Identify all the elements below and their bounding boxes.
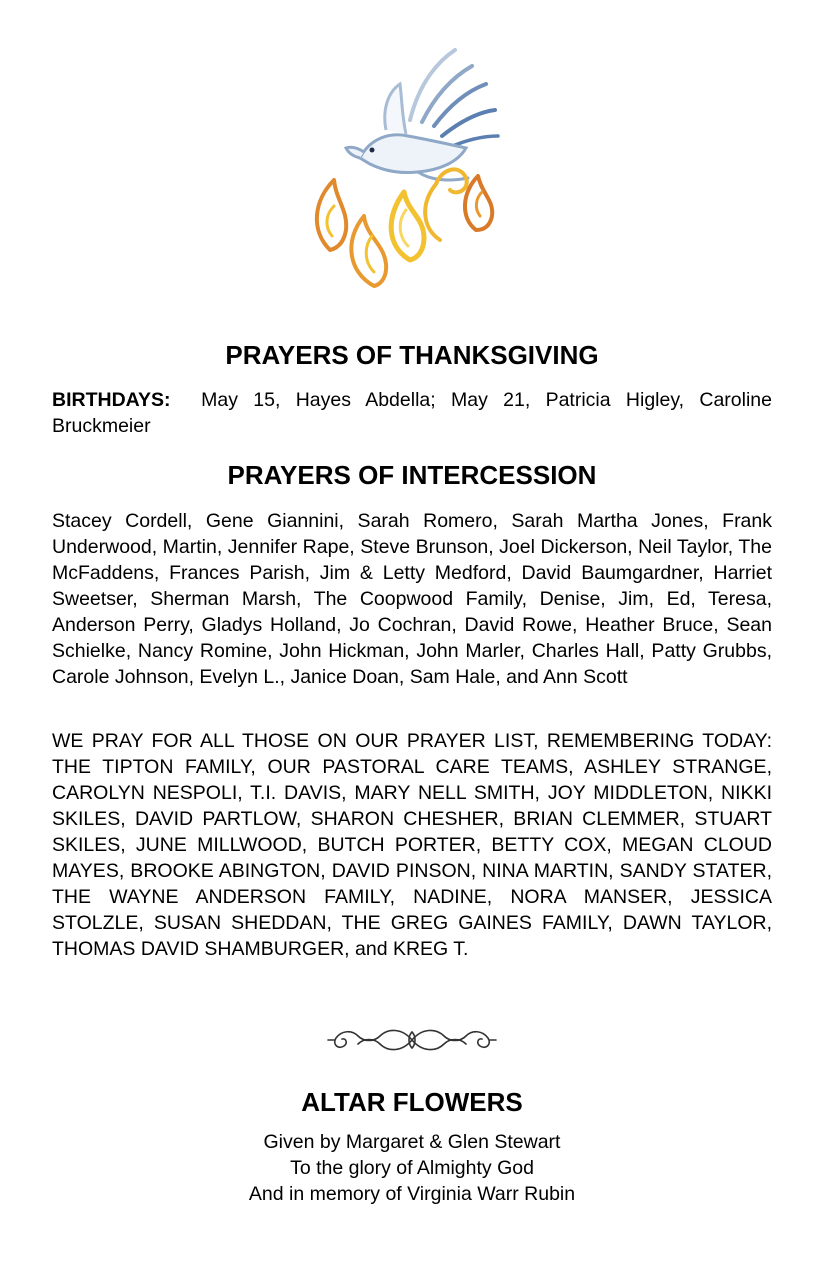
dove-with-flames-icon: [290, 40, 530, 295]
intercession-names: Stacey Cordell, Gene Giannini, Sarah Romero, Sarah Martha Jones, Frank Underwood, Martin, Jennifer Rape, Steve Brunson, Joel Dickerson, Neil Taylor, The McFaddens, Frances Parish, Jim & Letty Medford, David Baumgardner, Harriet Sweetser, Sherman Marsh, The Coopwood Family, Denise, Jim, Ed, Teresa, Anderson Perry, Gladys Holland, Jo Cochran, David Rowe, Heather Bruce, Sean Schielke, Nancy Romine, John Hickman, John Marler, Charles Hall, Patty Grubbs, Carole Johnson, Evelyn L., Janice Doan, Sam Hale, and Ann Scott: [52, 510, 772, 688]
birthdays-text: May 15, Hayes Abdella; May 21, Patricia Higley, Caroline Bruckmeier: [52, 389, 772, 437]
birthdays-paragraph: [52, 387, 772, 439]
intercession-title: PRAYERS OF INTERCESSION: [227, 460, 597, 490]
altar-line-memory: And in memory of Virginia Warr Rubin: [248, 1183, 576, 1205]
altar-dedication: [52, 1129, 772, 1207]
altar-line-given-by: Given by Margaret & Glen Stewart: [263, 1131, 561, 1153]
altar-flowers-title: ALTAR FLOWERS: [301, 1087, 523, 1117]
birthdays-label: BIRTHDAYS:: [52, 389, 171, 411]
prayer-list-paragraph: WE PRAY FOR ALL THOSE ON OUR PRAYER LIST, REMEMBERING TODAY: THE TIPTON FAMILY, OUR PASTORAL CARE TEAMS, ASHLEY STRANGE, CAROLYN NESPOLI, T.I. DAVIS, MARY NELL SMITH, JOY MIDDLETON, NIKKI SKILES, DAVID PARTLOW, SHARON CHESHER, BRIAN CLEMMER, STUART SKILES, JUNE MILLWOOD, BUTCH PORTER, BETTY COX, MEGAN CLOUD MAYES, BROOKE ABINGTON, DAVID PINSON, NINA MARTIN, SANDY STATER, THE WAYNE ANDERSON FAMILY, NADINE, NORA MANSER, JESSICA STOLZLE, SUSAN SHEDDAN, THE GREG GAINES FAMILY, DAWN TAYLOR, THOMAS DAVID SHAMBURGER, and KREG T.: [52, 730, 772, 960]
altar-line-glory: To the glory of Almighty God: [290, 1157, 534, 1179]
thanksgiving-title: PRAYERS OF THANKSGIVING: [225, 340, 599, 370]
scroll-ornament-icon: [322, 1020, 502, 1060]
